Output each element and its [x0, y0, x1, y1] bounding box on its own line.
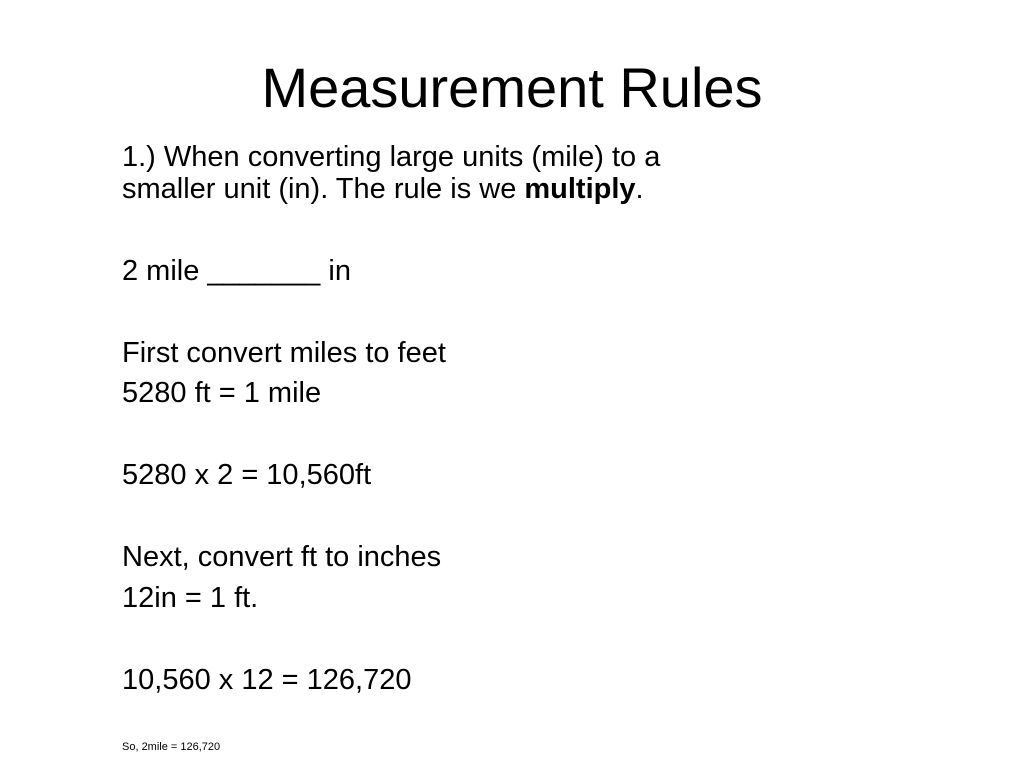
slide-title: Measurement Rules	[261, 56, 763, 119]
rule-line-2	[122, 173, 644, 205]
step1-label: First convert miles to feet	[122, 337, 446, 369]
rule-line-2-end: .	[635, 173, 644, 205]
rule-line-2-text: smaller unit (in). The rule is we	[122, 173, 525, 205]
step1-calculation: 5280 x 2 = 10,560ft	[122, 459, 372, 491]
rule-line-1: 1.) When converting large units (mile) to a	[122, 141, 661, 173]
problem-statement: 2 mile _______ in	[122, 255, 351, 287]
step2-fact: 12in = 1 ft.	[122, 582, 259, 614]
step2-calculation: 10,560 x 12 = 126,720	[122, 664, 412, 696]
step1-fact: 5280 ft = 1 mile	[122, 377, 322, 409]
step2-label: Next, convert ft to inches	[122, 541, 442, 573]
multiply-keyword: multiply	[524, 173, 636, 205]
conclusion: So, 2mile = 126,720	[122, 741, 221, 753]
